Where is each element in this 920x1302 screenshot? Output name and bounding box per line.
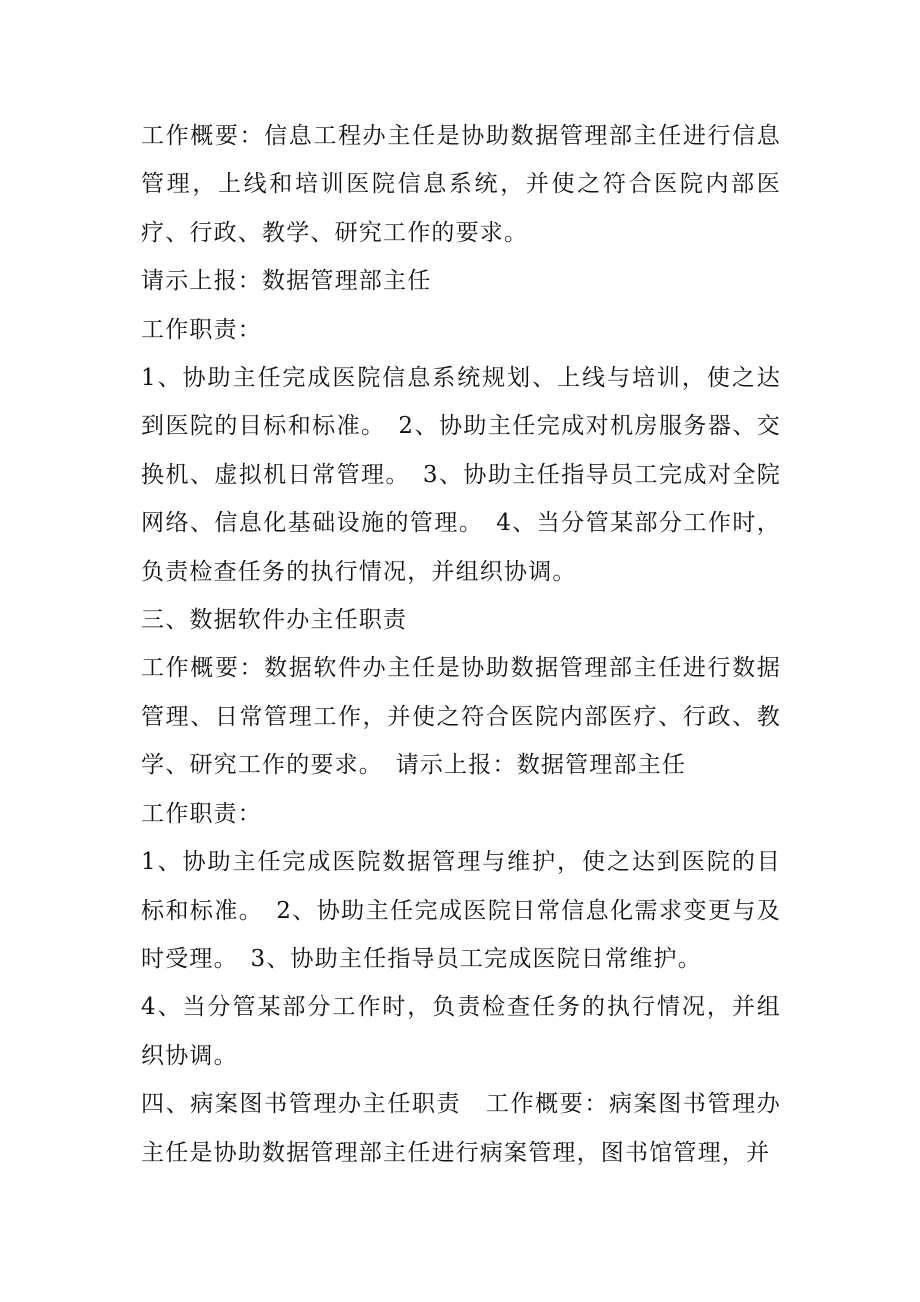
paragraph-report-to: 请示上报：数据管理部主任: [141, 268, 432, 295]
section-heading-data-software: 三、数据软件办主任职责: [141, 607, 408, 634]
paragraph-data-overview: 工作概要：数据软件办主任是协助数据管理部主任进行数据管理、日常管理工作，并使之符合医院内部医疗、行政、教学、研究工作的要求。 请示上报：数据管理部主任: [141, 655, 781, 779]
paragraph-duties-heading: 工作职责：: [141, 316, 262, 343]
paragraph-data-duty-4: 4、当分管某部分工作时，负责检查任务的执行情况，并组织协调。: [141, 994, 781, 1069]
paragraph-duties-heading: 工作职责：: [141, 800, 262, 827]
paragraph-data-duties: 1、协助主任完成医院数据管理与维护，使之达到医院的目标和标准。 2、协助主任完成医院日常信息化需求变更与及时受理。 3、协助主任指导员工完成医院日常维护。: [141, 849, 781, 972]
paragraph-info-duties: 1、协助主任完成医院信息系统规划、上线与培训，使之达到医院的目标和标准。 2、协助主任完成对机房服务器、交换机、虚拟机日常管理。 3、协助主任指导员工完成对全院网络、信息化基础设施的管理。 4、当分管某部分工作时，负责检查任务的执行情况，并组织协调。: [141, 365, 781, 585]
section-heading-medical-records: 四、病案图书管理办主任职责 工作概要：病案图书管理办主任是协助数据管理部主任进行病案管理，图书馆管理，并: [141, 1091, 781, 1166]
paragraph-info-overview: 工作概要：信息工程办主任是协助数据管理部主任进行信息管理，上线和培训医院信息系统，并使之符合医院内部医疗、行政、教学、研究工作的要求。: [141, 123, 781, 246]
document-page: [141, 112, 781, 1177]
